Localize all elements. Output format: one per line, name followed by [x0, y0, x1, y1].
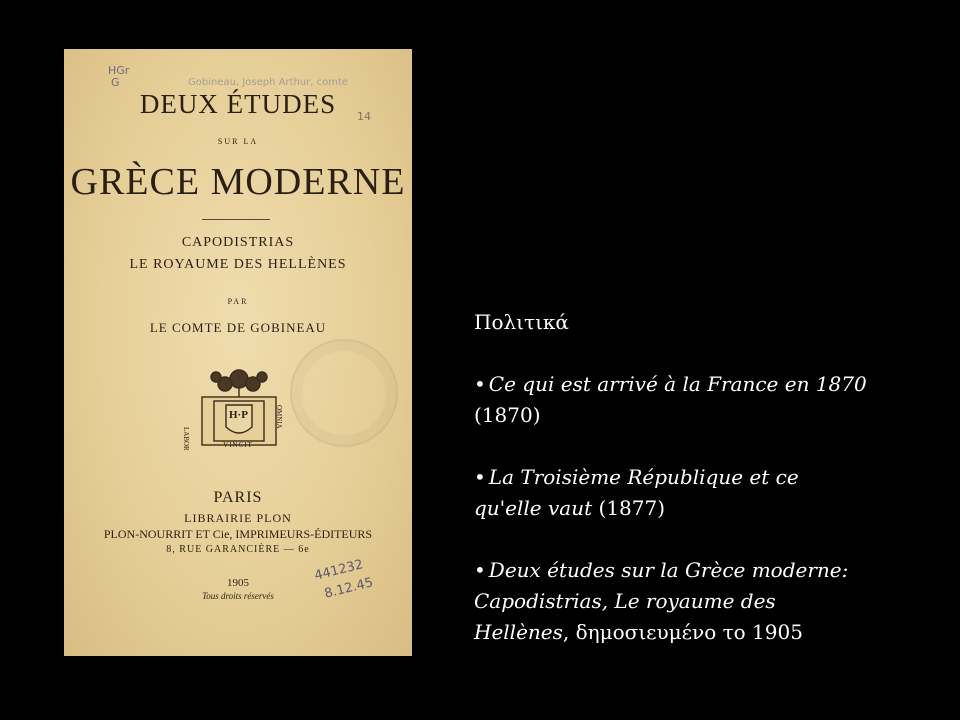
- handwritten-author-note: Gobineau, Joseph Arthur, comte: [188, 77, 349, 88]
- par-label: PAR: [227, 297, 249, 306]
- faded-library-stamp: [290, 339, 398, 447]
- imprint-rights: Tous droits réservés: [202, 591, 274, 601]
- slide-text-block: [474, 307, 934, 679]
- list-item: [474, 555, 934, 648]
- imprint-address: 8, RUE GARANCIÈRE — 6e: [166, 544, 310, 555]
- work-title: La Troisième République et ce: [488, 465, 799, 489]
- handwritten-shelfmark-2: G: [111, 76, 120, 89]
- bullet-glyph: •: [474, 558, 486, 582]
- work-title-continued: qu'elle vaut: [474, 496, 593, 520]
- printers-mark-motto-right: OMNIA: [275, 405, 283, 429]
- title-line-grece-moderne: GRÈCE MODERNE: [70, 161, 406, 203]
- bullet-glyph: •: [474, 372, 486, 396]
- work-title-continued: Hellènes: [474, 620, 563, 644]
- work-year: (1877): [592, 496, 666, 520]
- subtitle-royaume-des-hellenes: LE ROYAUME DES HELLÈNES: [129, 257, 347, 272]
- printers-mark-motto-left: LABOR: [182, 427, 190, 451]
- work-title-continued: Capodistrias, Le royaume des: [474, 589, 776, 613]
- work-year: (1870): [474, 403, 541, 427]
- work-title: Ce qui est arrivé à la France en 1870: [488, 372, 867, 396]
- handwritten-corner-mark: 14: [357, 110, 371, 123]
- title-line-sur-la: SUR LA: [217, 137, 259, 146]
- subtitle-capodistrias: CAPODISTRIAS: [181, 235, 295, 250]
- title-divider-rule: [202, 219, 270, 220]
- handwritten-accession-1: 441232: [312, 557, 365, 584]
- handwritten-shelfmark-1: HGr: [108, 64, 130, 77]
- book-title-page-scan: [64, 49, 412, 656]
- work-publication-note: , δημοσιευμένο το 1905: [562, 620, 803, 644]
- imprint-city: PARIS: [213, 489, 263, 506]
- list-item: [474, 462, 934, 524]
- handwritten-accession-2: 8.12.45: [322, 575, 375, 602]
- imprint-year: 1905: [227, 577, 249, 589]
- work-title: Deux études sur la Grèce moderne:: [488, 558, 849, 582]
- imprint-publisher: LIBRAIRIE PLON: [184, 511, 292, 525]
- list-item: [474, 369, 934, 431]
- title-line-deux-etudes: DEUX ÉTUDES: [139, 89, 337, 119]
- printers-mark-motto-bottom: VINCIT: [223, 441, 253, 449]
- printers-mark-monogram: H·P: [229, 409, 248, 421]
- bullet-glyph: •: [474, 465, 486, 489]
- imprint-printers: PLON-NOURRIT ET Cie, IMPRIMEURS-ÉDITEURS: [103, 527, 373, 541]
- author-line: LE COMTE DE GOBINEAU: [149, 320, 327, 335]
- section-heading: Πολιτικά: [474, 310, 569, 334]
